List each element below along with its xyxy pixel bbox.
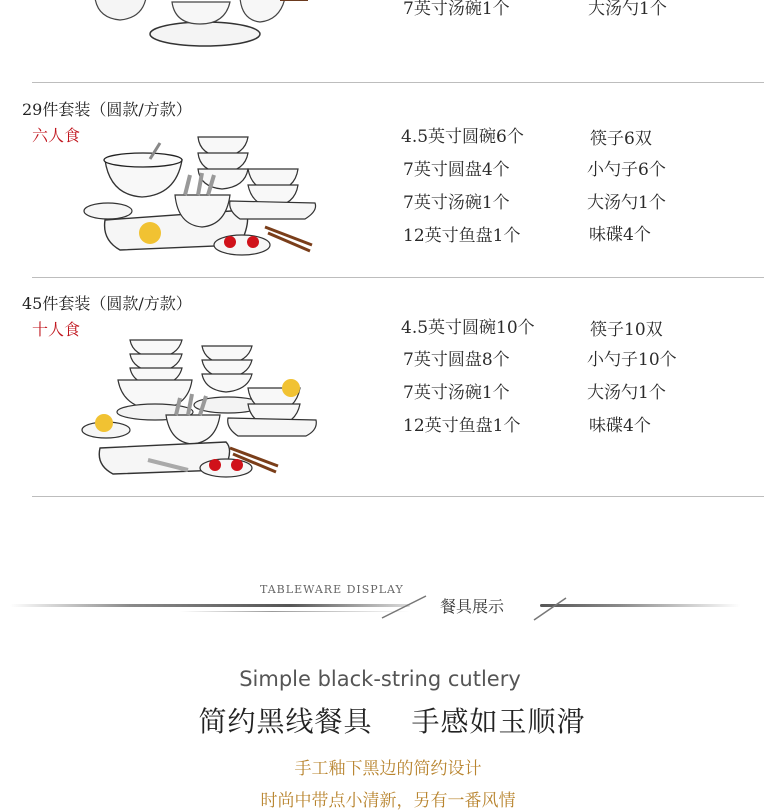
set45-left-item-3: 7英寸汤碗1个 bbox=[403, 383, 510, 403]
set0-right-item-1: 大汤勺1个 bbox=[588, 0, 667, 19]
tableware-photo-29 bbox=[80, 115, 325, 265]
set29-right-item-4: 味碟4个 bbox=[589, 225, 651, 245]
set29-left-item-2: 7英寸圆盘4个 bbox=[403, 160, 510, 180]
set45-right-item-2: 小勺子10个 bbox=[587, 350, 677, 370]
set45-right-item-1: 筷子10双 bbox=[590, 320, 663, 340]
brush-slash-right-icon bbox=[530, 594, 570, 624]
set0-left-item-1: 7英寸汤碗1个 bbox=[403, 0, 510, 19]
tableware-photo-top bbox=[80, 0, 320, 54]
tableware-photo-45 bbox=[78, 330, 323, 490]
set29-left-item-4: 12英寸鱼盘1个 bbox=[403, 226, 521, 246]
set29-left-item-3: 7英寸汤碗1个 bbox=[403, 193, 510, 213]
intro-line-2: 时尚中带点小清新，另有一番风情 bbox=[260, 791, 516, 811]
set45-left-item-2: 7英寸圆盘8个 bbox=[403, 350, 510, 370]
set-title-45: 45件套装（圆款/方款） bbox=[22, 294, 192, 313]
set29-right-item-3: 大汤勺1个 bbox=[587, 193, 666, 213]
display-title-cn: 餐具展示 bbox=[440, 597, 505, 616]
set-title-29: 29件套装（圆款/方款） bbox=[22, 100, 192, 119]
set-sub-29: 六人食 bbox=[32, 126, 81, 145]
set45-left-item-4: 12英寸鱼盘1个 bbox=[403, 416, 521, 436]
set45-right-item-3: 大汤勺1个 bbox=[587, 383, 666, 403]
brush-stroke-left bbox=[10, 604, 410, 607]
brush-stroke-left-thin bbox=[180, 611, 410, 612]
set29-right-item-2: 小勺子6个 bbox=[587, 160, 666, 180]
set29-right-item-1: 筷子6双 bbox=[590, 129, 652, 149]
set45-left-item-1: 4.5英寸圆碗10个 bbox=[401, 318, 535, 338]
set29-left-item-1: 4.5英寸圆碗6个 bbox=[401, 127, 524, 147]
divider-3 bbox=[32, 496, 764, 497]
brush-stroke-right bbox=[540, 604, 740, 607]
intro-heading-cn: 简约黑线餐具 手感如玉顺滑 bbox=[198, 705, 586, 738]
divider-1 bbox=[32, 82, 764, 83]
intro-line-1: 手工釉下黑边的简约设计 bbox=[294, 759, 482, 779]
set-sub-45: 十人食 bbox=[32, 320, 81, 339]
brush-slash-left-icon bbox=[380, 592, 430, 622]
display-title-en: TABLEWARE DISPLAY bbox=[260, 583, 404, 596]
intro-heading-en: Simple black-string cutlery bbox=[239, 667, 521, 691]
divider-2 bbox=[32, 277, 764, 278]
set45-right-item-4: 味碟4个 bbox=[589, 416, 651, 436]
